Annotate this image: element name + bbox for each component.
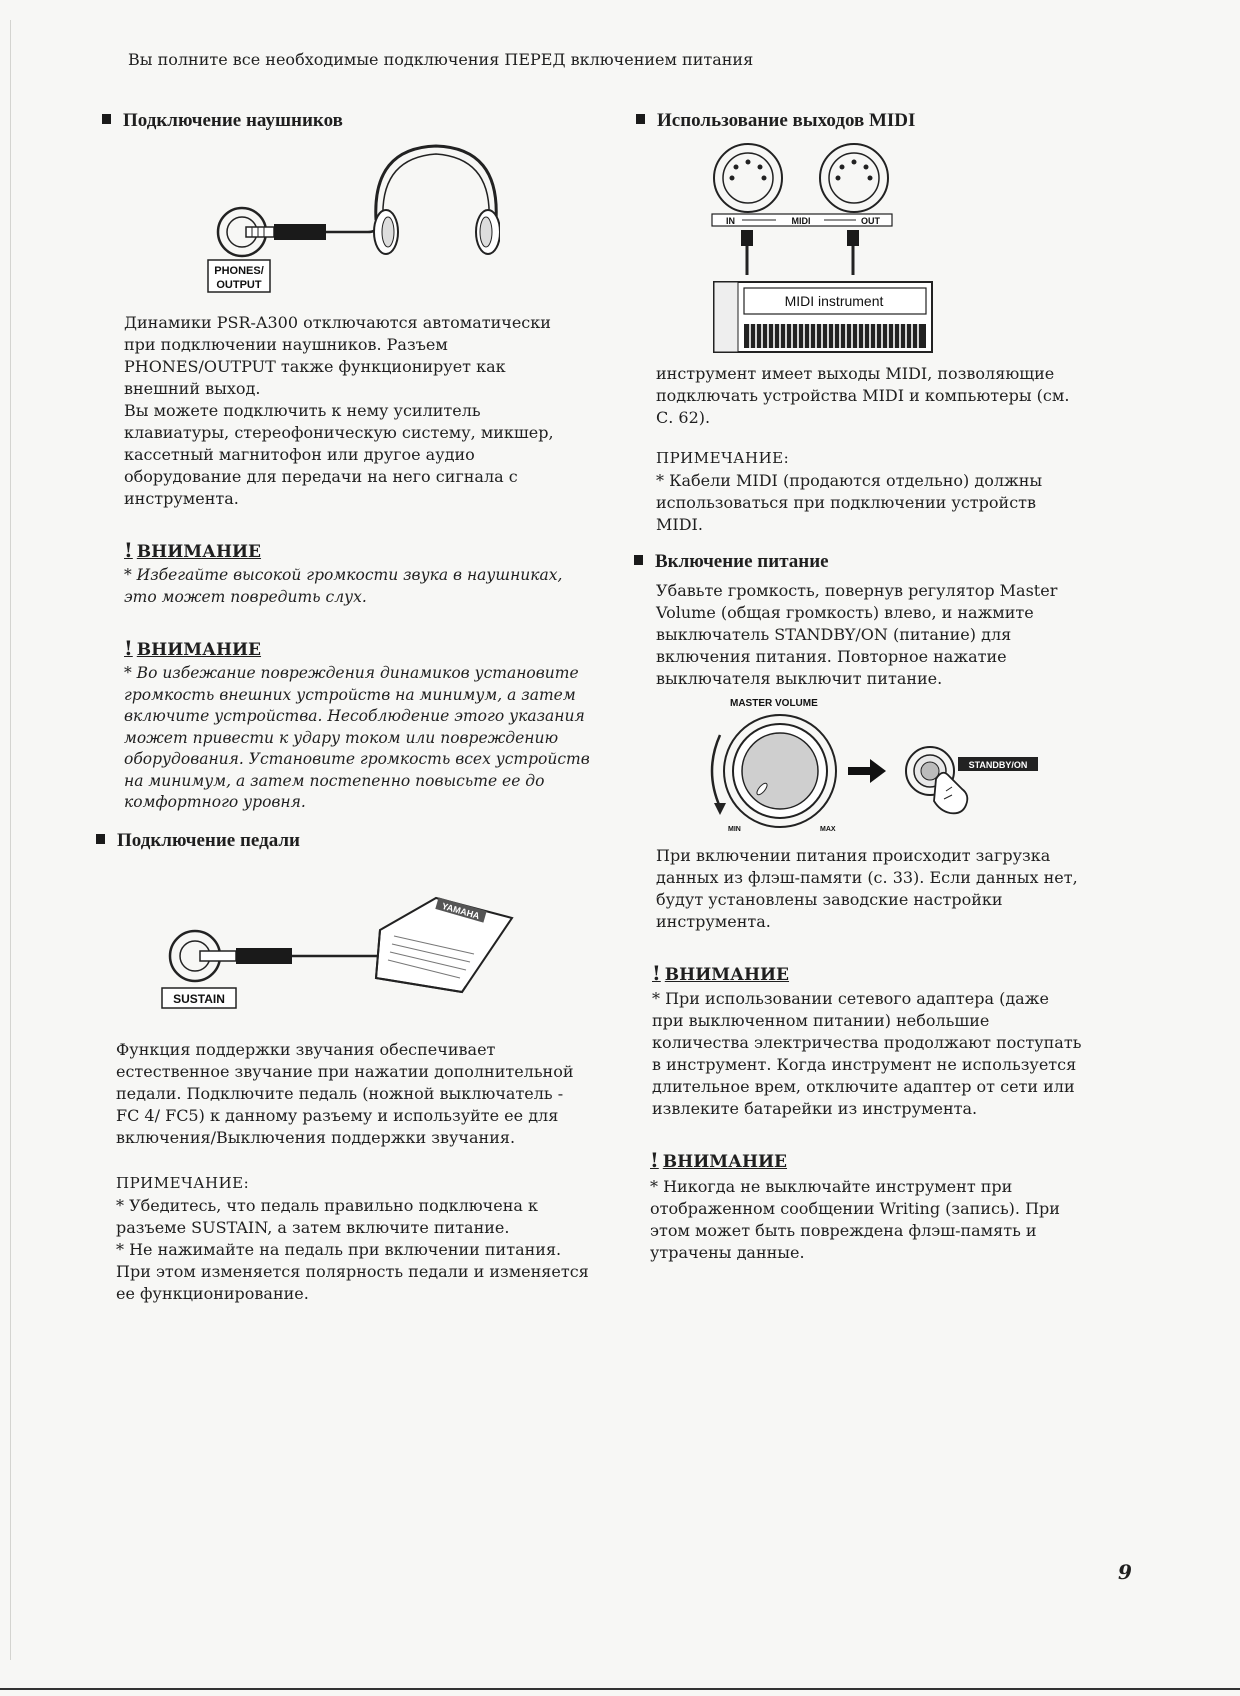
exclamation-icon: !	[650, 1148, 659, 1172]
headphones-warning-1-title: ! ВНИМАНИЕ	[124, 538, 262, 562]
midi-instrument-icon	[714, 282, 932, 352]
power-warning-1-text: * При использовании сетевого адаптера (даже при выключенном питании) небольшие количества электричества продолжают поступать в инструмент. Когда инструмент не используется длительное врем, отключите адаптер от сети или извлеките батарейки из инструмента.	[652, 989, 1082, 1118]
power-diagram	[700, 695, 1060, 835]
min-label: MIN	[728, 826, 741, 833]
sustain-label-box	[162, 988, 236, 1008]
headphones-body: Динамики PSR-A300 отключаются автоматически при подключении наушников. Разъем PHONES/OUTPUT также функционирует как внешний выход. Вы можете подключить к нему усилитель клавиатуры, стереофоническую систему, микшер, кассетный магнитофон или другое аудио оборудование для передачи на него сигнала с инструмента.	[124, 313, 554, 508]
midi-diagram	[706, 140, 936, 355]
exclamation-icon: !	[124, 636, 133, 660]
header-note: Вы полните все необходимые подключения ПЕРЕД включением питания	[128, 50, 754, 69]
pedal-section-title: Подключение педали	[96, 830, 300, 852]
headphones-icon	[374, 146, 500, 254]
bullet-square-icon	[634, 555, 643, 565]
pedal-plug-icon	[200, 948, 386, 964]
scan-edge-left	[10, 20, 11, 1660]
headphones-diagram	[200, 140, 500, 300]
power-section-title: Включение питание	[634, 551, 829, 573]
pedal-body: Функция поддержки звучания обеспечивает естественное звучание при нажатии дополнительной педали. Подключите педаль (ножной выключатель - FC 4/ FC5) к данному разъему и используйте ее для включения/Выключения поддержки звучания.	[116, 1040, 574, 1147]
bullet-square-icon	[96, 834, 105, 844]
headphones-section-title: Подключение наушников	[102, 110, 343, 132]
power-body-2: При включении питания происходит загрузка данных из флэш-памяти (с. 33). Если данных нет, будут установлены заводские настройки инструмента.	[656, 846, 1078, 931]
finger-press-icon	[934, 773, 967, 814]
exclamation-icon: !	[124, 538, 133, 562]
headphones-warning-1-text: * Избегайте высокой громкости звука в наушниках, это может повредить слух.	[124, 566, 563, 606]
midi-out-port-icon	[820, 144, 888, 212]
pedal-note-text: * Убедитесь, что педаль правильно подключена к разъеме SUSTAIN, а затем включите питание. * Не нажимайте на педаль при включении питания. При этом изменяется полярность педали и изменяется ее функционирование.	[116, 1196, 589, 1303]
arrow-right-icon	[848, 759, 886, 783]
midi-label: MIDI	[791, 216, 811, 226]
headphones-warning-2-title: ! ВНИМАНИЕ	[124, 636, 262, 660]
master-volume-knob-icon	[712, 715, 836, 827]
power-warning-2-text: * Никогда не выключайте инструмент при отображенном сообщении Writing (запись). При этом может быть повреждена флэш-память и утрачены данные.	[650, 1177, 1060, 1262]
power-body: Убавьте громкость, повернув регулятор Master Volume (общая громкость) влево, и нажмите выключатель STANDBY/ON (питание) для включения питания. Повторное нажатие выключателя выключит питание.	[656, 581, 1058, 688]
power-warning-1-title: ! ВНИМАНИЕ	[652, 961, 790, 985]
exclamation-icon: !	[652, 961, 661, 985]
standby-button-icon	[906, 747, 1038, 795]
jack-label-line2: OUTPUT	[216, 279, 262, 291]
page-number: 9	[1118, 1560, 1132, 1584]
jack-label-line1: PHONES/	[214, 265, 264, 277]
pedal-note-title: ПРИМЕЧАНИЕ:	[116, 1174, 250, 1192]
bullet-square-icon	[636, 114, 645, 124]
midi-in-port-icon	[714, 144, 782, 212]
midi-section-title: Использование выходов MIDI	[636, 110, 915, 132]
headphone-plug-icon	[246, 224, 380, 240]
scan-edge-bottom	[0, 1688, 1240, 1690]
power-warning-2-title: ! ВНИМАНИЕ	[650, 1148, 788, 1172]
midi-body: инструмент имеет выходы MIDI, позволяющие подключать устройства MIDI и компьютеры (см. С. 62).	[656, 364, 1070, 427]
master-volume-label: MASTER VOLUME	[730, 698, 818, 709]
midi-port-label-bar	[712, 214, 892, 226]
midi-out-label: OUT	[861, 216, 880, 226]
headphones-warning-2-text: * Во избежание повреждения динамиков установите громкость внешних устройств на минимум, а затем включите устройства. Несоблюдение этого указания может привести к удару током или повреждению оборудования. Установите громкость всех устройств на минимум, а затем постепенно повысьте ее до комфортного уровня.	[124, 664, 590, 811]
midi-in-label: IN	[726, 216, 735, 226]
midi-instrument-label: MIDI instrument	[784, 293, 884, 309]
midi-note-text: * Кабели MIDI (продаются отдельно) должны использоваться при подключении устройств MIDI.	[656, 471, 1043, 534]
pedal-icon	[376, 897, 512, 992]
pedal-brand-label: YAMAHA	[440, 900, 481, 922]
midi-note-title: ПРИМЕЧАНИЕ:	[656, 449, 790, 467]
pedal-diagram	[150, 890, 520, 1020]
phones-output-label-box	[208, 260, 270, 292]
midi-cables-icon	[741, 230, 859, 275]
standby-on-label: STANDBY/ON	[968, 760, 1028, 770]
max-label: MAX	[820, 826, 836, 833]
sustain-label: SUSTAIN	[173, 992, 225, 1006]
bullet-square-icon	[102, 114, 111, 124]
